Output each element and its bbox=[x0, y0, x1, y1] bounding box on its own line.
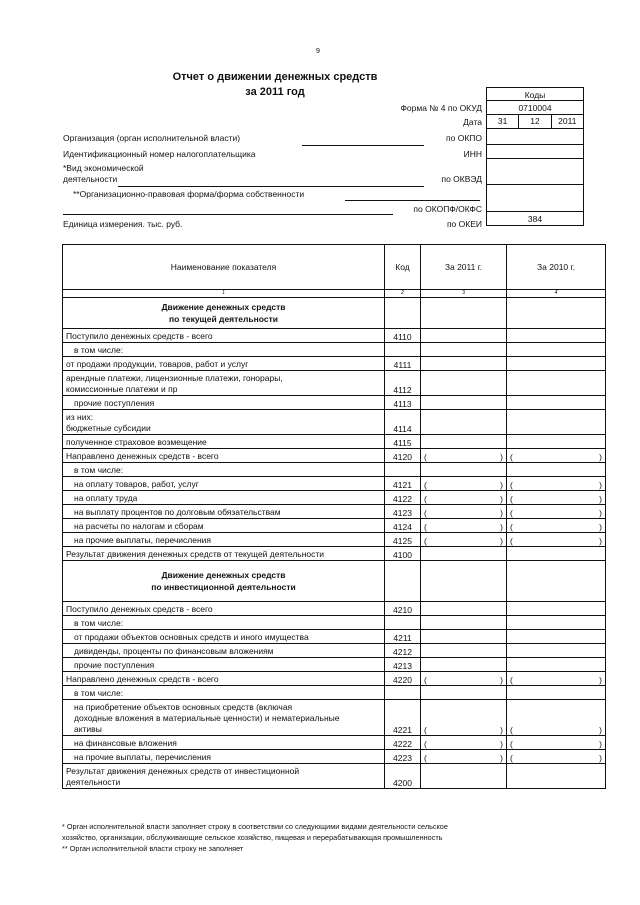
okei-code: 384 bbox=[486, 212, 584, 226]
open-paren: ( bbox=[510, 452, 513, 462]
table-header-row bbox=[63, 245, 606, 290]
row-code: 4123 bbox=[385, 505, 421, 519]
row-label bbox=[63, 686, 385, 700]
value-2010 bbox=[507, 371, 606, 396]
row-code bbox=[385, 616, 421, 630]
table-row bbox=[63, 463, 606, 477]
row-code: 4223 bbox=[385, 750, 421, 764]
table-row bbox=[63, 750, 606, 764]
codes-header: Коды bbox=[486, 87, 584, 101]
row-label bbox=[63, 396, 385, 410]
row-code bbox=[385, 343, 421, 357]
row-label bbox=[63, 477, 385, 491]
table-row bbox=[63, 396, 606, 410]
row-label bbox=[63, 371, 385, 396]
value-2011 bbox=[421, 672, 507, 686]
inn-label: Идентификационный номер налогоплательщика bbox=[63, 149, 256, 159]
value-2011 bbox=[421, 449, 507, 463]
table-row bbox=[63, 371, 606, 396]
row-label-line: на приобретение объектов основных средств (включая bbox=[74, 702, 293, 712]
row-code: 4213 bbox=[385, 658, 421, 672]
row-label-line: Направлено денежных средств - всего bbox=[66, 451, 219, 461]
value-2011 bbox=[421, 764, 507, 789]
row-label bbox=[63, 602, 385, 616]
value-2010 bbox=[507, 602, 606, 616]
row-label bbox=[63, 463, 385, 477]
value-2011 bbox=[421, 371, 507, 396]
empty-cell bbox=[507, 298, 606, 329]
inn-code-label: ИНН bbox=[463, 149, 482, 159]
row-label bbox=[63, 736, 385, 750]
empty-cell bbox=[385, 298, 421, 329]
header-name: Наименование показателя bbox=[63, 245, 385, 290]
row-label bbox=[63, 672, 385, 686]
okopf-code-cell bbox=[486, 185, 584, 212]
value-2011 bbox=[421, 644, 507, 658]
operating-rows bbox=[63, 329, 606, 561]
org-underline bbox=[302, 145, 424, 146]
close-paren: ) bbox=[500, 508, 503, 518]
row-code: 4211 bbox=[385, 630, 421, 644]
row-code: 4114 bbox=[385, 410, 421, 435]
value-2011 bbox=[421, 547, 507, 561]
table-row bbox=[63, 329, 606, 343]
value-2011 bbox=[421, 410, 507, 435]
row-label bbox=[63, 435, 385, 449]
row-code: 4121 bbox=[385, 477, 421, 491]
row-code: 4220 bbox=[385, 672, 421, 686]
value-2010 bbox=[507, 449, 606, 463]
activity-label-1: *Вид экономической bbox=[63, 163, 144, 173]
row-label-line: арендные платежи, лицензионные платежи, гонорары, bbox=[66, 373, 283, 383]
row-label-line: комиссионные платежи и пр bbox=[66, 384, 178, 394]
value-2010 bbox=[507, 616, 606, 630]
table-row bbox=[63, 700, 606, 736]
value-2010 bbox=[507, 435, 606, 449]
open-paren: ( bbox=[510, 675, 513, 685]
date-label: Дата bbox=[463, 117, 482, 127]
okopf-label: по ОКОПФ/ОКФС bbox=[413, 204, 482, 214]
codes-box bbox=[486, 87, 584, 226]
row-label-line: Направлено денежных средств - всего bbox=[66, 674, 219, 684]
investing-rows bbox=[63, 602, 606, 789]
header-2011: За 2011 г. bbox=[421, 245, 507, 290]
row-code: 4222 bbox=[385, 736, 421, 750]
row-label bbox=[63, 700, 385, 736]
row-label-line: дивиденды, проценты по финансовым вложениям bbox=[74, 646, 274, 656]
close-paren: ) bbox=[599, 536, 602, 546]
col-number: 1 bbox=[63, 290, 385, 298]
table-row bbox=[63, 491, 606, 505]
footnote-1: * Орган исполнительной власти заполняет строку в соответствии со следующими видами деятельности сельское bbox=[62, 822, 448, 831]
row-label-line: на финансовые вложения bbox=[74, 738, 177, 748]
value-2010 bbox=[507, 630, 606, 644]
value-2011 bbox=[421, 736, 507, 750]
close-paren: ) bbox=[500, 675, 503, 685]
close-paren: ) bbox=[500, 536, 503, 546]
row-label-line: на выплату процентов по долговым обязательствам bbox=[74, 507, 281, 517]
value-2011 bbox=[421, 491, 507, 505]
close-paren: ) bbox=[599, 522, 602, 532]
value-2011 bbox=[421, 357, 507, 371]
row-code: 4100 bbox=[385, 547, 421, 561]
row-label bbox=[63, 357, 385, 371]
report-period: за 2011 год bbox=[245, 86, 305, 98]
value-2011 bbox=[421, 463, 507, 477]
row-label-line: деятельности bbox=[66, 777, 121, 787]
section-title-line: Движение денежных средств bbox=[161, 570, 286, 580]
table-row bbox=[63, 686, 606, 700]
open-paren: ( bbox=[510, 494, 513, 504]
value-2011 bbox=[421, 602, 507, 616]
legal-form-label: **Организационно-правовая форма/форма собственности bbox=[73, 189, 305, 199]
value-2010 bbox=[507, 477, 606, 491]
table-row bbox=[63, 644, 606, 658]
row-label bbox=[63, 630, 385, 644]
open-paren: ( bbox=[424, 739, 427, 749]
date-month: 12 bbox=[519, 115, 551, 128]
header-code: Код bbox=[385, 245, 421, 290]
empty-cell bbox=[385, 561, 421, 602]
close-paren: ) bbox=[500, 725, 503, 735]
value-2010 bbox=[507, 700, 606, 736]
section-title-line: по текущей деятельности bbox=[169, 314, 278, 324]
row-label-line: прочие поступления bbox=[74, 398, 155, 408]
table-row bbox=[63, 343, 606, 357]
close-paren: ) bbox=[500, 522, 503, 532]
open-paren: ( bbox=[424, 725, 427, 735]
legal-form-underline-1 bbox=[345, 200, 480, 201]
section-row bbox=[63, 298, 606, 329]
inn-code-cell bbox=[486, 145, 584, 159]
col-number: 4 bbox=[507, 290, 606, 298]
value-2011 bbox=[421, 750, 507, 764]
row-code: 4110 bbox=[385, 329, 421, 343]
row-code: 4200 bbox=[385, 764, 421, 789]
row-label-line: на оплату труда bbox=[74, 493, 138, 503]
row-code: 4210 bbox=[385, 602, 421, 616]
open-paren: ( bbox=[424, 494, 427, 504]
value-2010 bbox=[507, 686, 606, 700]
legal-form-underline-2 bbox=[63, 214, 393, 215]
value-2010 bbox=[507, 396, 606, 410]
col-number: 2 bbox=[385, 290, 421, 298]
open-paren: ( bbox=[510, 480, 513, 490]
close-paren: ) bbox=[500, 480, 503, 490]
table-row bbox=[63, 658, 606, 672]
row-code: 4221 bbox=[385, 700, 421, 736]
row-label bbox=[63, 343, 385, 357]
row-code: 4115 bbox=[385, 435, 421, 449]
row-label-line: на оплату товаров, работ, услуг bbox=[74, 479, 199, 489]
value-2011 bbox=[421, 329, 507, 343]
date-cells bbox=[486, 115, 584, 129]
header-2010: За 2010 г. bbox=[507, 245, 606, 290]
row-label bbox=[63, 410, 385, 435]
open-paren: ( bbox=[424, 508, 427, 518]
row-label-line: Поступило денежных средств - всего bbox=[66, 604, 213, 614]
table-row bbox=[63, 505, 606, 519]
row-label-line: на прочие выплаты, перечисления bbox=[74, 752, 212, 762]
okei-label: по ОКЕИ bbox=[446, 219, 482, 229]
open-paren: ( bbox=[424, 753, 427, 763]
row-code bbox=[385, 463, 421, 477]
section-title-line: по инвестиционной деятельности bbox=[151, 582, 296, 592]
row-label-line: из них: bbox=[66, 412, 94, 422]
row-label bbox=[63, 491, 385, 505]
value-2011 bbox=[421, 658, 507, 672]
empty-cell bbox=[421, 561, 507, 602]
value-2011 bbox=[421, 686, 507, 700]
table-row bbox=[63, 435, 606, 449]
cash-flow-table bbox=[62, 244, 606, 789]
empty-cell bbox=[507, 561, 606, 602]
row-label-line: в том числе: bbox=[74, 345, 124, 355]
row-code bbox=[385, 686, 421, 700]
okpo-label: по ОКПО bbox=[446, 133, 482, 143]
row-label bbox=[63, 449, 385, 463]
section-row bbox=[63, 561, 606, 602]
row-label bbox=[63, 533, 385, 547]
row-label-line: на прочие выплаты, перечисления bbox=[74, 535, 212, 545]
row-code: 4120 bbox=[385, 449, 421, 463]
value-2011 bbox=[421, 700, 507, 736]
open-paren: ( bbox=[424, 480, 427, 490]
value-2011 bbox=[421, 519, 507, 533]
value-2010 bbox=[507, 463, 606, 477]
row-label bbox=[63, 547, 385, 561]
row-code: 4125 bbox=[385, 533, 421, 547]
close-paren: ) bbox=[599, 480, 602, 490]
table-row bbox=[63, 519, 606, 533]
open-paren: ( bbox=[424, 675, 427, 685]
value-2010 bbox=[507, 505, 606, 519]
row-label-line: от продажи объектов основных средств и иного имущества bbox=[74, 632, 309, 642]
open-paren: ( bbox=[510, 536, 513, 546]
row-label-line: Результат движения денежных средств от инвестиционной bbox=[66, 766, 300, 776]
table-row bbox=[63, 630, 606, 644]
close-paren: ) bbox=[599, 675, 602, 685]
table-row bbox=[63, 477, 606, 491]
value-2010 bbox=[507, 343, 606, 357]
date-year: 2011 bbox=[558, 116, 577, 126]
row-code: 4212 bbox=[385, 644, 421, 658]
close-paren: ) bbox=[599, 739, 602, 749]
value-2011 bbox=[421, 505, 507, 519]
close-paren: ) bbox=[500, 494, 503, 504]
section-title-operating bbox=[63, 298, 385, 329]
table-row bbox=[63, 764, 606, 789]
table-row bbox=[63, 736, 606, 750]
value-2011 bbox=[421, 630, 507, 644]
table-row bbox=[63, 357, 606, 371]
value-2011 bbox=[421, 477, 507, 491]
value-2010 bbox=[507, 329, 606, 343]
value-2010 bbox=[507, 533, 606, 547]
open-paren: ( bbox=[424, 452, 427, 462]
row-label-line: полученное страховое возмещение bbox=[66, 437, 207, 447]
value-2010 bbox=[507, 750, 606, 764]
row-label-line: прочие поступления bbox=[74, 660, 155, 670]
table-row bbox=[63, 533, 606, 547]
footnote-1b: хозяйство, организации, обслуживающие сельское хозяйство, пищевая и перерабатывающая промышленность bbox=[62, 833, 443, 842]
footnote-2: ** Орган исполнительной власти строку не заполняет bbox=[62, 844, 244, 853]
row-label-line: от продажи продукции, товаров, работ и услуг bbox=[66, 359, 249, 369]
value-2011 bbox=[421, 396, 507, 410]
value-2010 bbox=[507, 357, 606, 371]
row-label bbox=[63, 329, 385, 343]
row-label bbox=[63, 750, 385, 764]
row-label-line: доходные вложения в материальные ценности) и нематериальные bbox=[74, 713, 340, 723]
table-row bbox=[63, 616, 606, 630]
value-2011 bbox=[421, 343, 507, 357]
value-2011 bbox=[421, 616, 507, 630]
empty-cell bbox=[421, 298, 507, 329]
row-label bbox=[63, 505, 385, 519]
row-label-line: активы bbox=[74, 724, 102, 734]
close-paren: ) bbox=[500, 452, 503, 462]
section-title-line: Движение денежных средств bbox=[161, 302, 286, 312]
open-paren: ( bbox=[424, 536, 427, 546]
open-paren: ( bbox=[510, 522, 513, 532]
open-paren: ( bbox=[510, 508, 513, 518]
close-paren: ) bbox=[500, 753, 503, 763]
row-code: 4122 bbox=[385, 491, 421, 505]
close-paren: ) bbox=[599, 753, 602, 763]
value-2011 bbox=[421, 435, 507, 449]
row-label bbox=[63, 658, 385, 672]
row-label-line: в том числе: bbox=[74, 618, 124, 628]
close-paren: ) bbox=[599, 452, 602, 462]
row-code: 4112 bbox=[385, 371, 421, 396]
row-label bbox=[63, 519, 385, 533]
row-code: 4124 bbox=[385, 519, 421, 533]
okpo-code-cell bbox=[486, 129, 584, 145]
close-paren: ) bbox=[599, 494, 602, 504]
row-label bbox=[63, 764, 385, 789]
col-number: 3 bbox=[421, 290, 507, 298]
table-row bbox=[63, 672, 606, 686]
okud-label: Форма № 4 по ОКУД bbox=[400, 103, 482, 113]
value-2010 bbox=[507, 736, 606, 750]
value-2010 bbox=[507, 547, 606, 561]
row-code: 4113 bbox=[385, 396, 421, 410]
row-label-line: Результат движения денежных средств от текущей деятельности bbox=[66, 549, 325, 559]
table-row bbox=[63, 602, 606, 616]
report-title: Отчет о движении денежных средств bbox=[172, 71, 378, 83]
value-2011 bbox=[421, 533, 507, 547]
value-2010 bbox=[507, 519, 606, 533]
open-paren: ( bbox=[510, 725, 513, 735]
value-2010 bbox=[507, 764, 606, 789]
section-title-investing bbox=[63, 561, 385, 602]
row-label-line: Поступило денежных средств - всего bbox=[66, 331, 213, 341]
row-label-line: бюджетные субсидии bbox=[66, 423, 151, 433]
close-paren: ) bbox=[599, 508, 602, 518]
row-code: 4111 bbox=[385, 357, 421, 371]
open-paren: ( bbox=[424, 522, 427, 532]
value-2010 bbox=[507, 491, 606, 505]
open-paren: ( bbox=[510, 753, 513, 763]
row-label bbox=[63, 644, 385, 658]
table-row bbox=[63, 547, 606, 561]
org-label: Организация (орган исполнительной власти) bbox=[63, 133, 241, 143]
activity-label-2: деятельности bbox=[63, 174, 118, 184]
table-row bbox=[63, 410, 606, 435]
open-paren: ( bbox=[510, 739, 513, 749]
okud-code: 0710004 bbox=[486, 101, 584, 115]
value-2010 bbox=[507, 658, 606, 672]
page-number: 9 bbox=[316, 48, 320, 55]
activity-underline bbox=[118, 186, 424, 187]
okved-label: по ОКВЭД bbox=[441, 174, 482, 184]
value-2010 bbox=[507, 644, 606, 658]
value-2010 bbox=[507, 410, 606, 435]
row-label-line: на расчеты по налогам и сборам bbox=[74, 521, 204, 531]
row-label bbox=[63, 616, 385, 630]
table-row bbox=[63, 449, 606, 463]
close-paren: ) bbox=[500, 739, 503, 749]
date-day: 31 bbox=[487, 115, 519, 128]
column-number-row bbox=[63, 290, 606, 298]
unit-label: Единица измерения. тыс. руб. bbox=[63, 219, 183, 229]
row-label-line: в том числе: bbox=[74, 465, 124, 475]
okved-code-cell bbox=[486, 159, 584, 185]
value-2010 bbox=[507, 672, 606, 686]
close-paren: ) bbox=[599, 725, 602, 735]
row-label-line: в том числе: bbox=[74, 688, 124, 698]
